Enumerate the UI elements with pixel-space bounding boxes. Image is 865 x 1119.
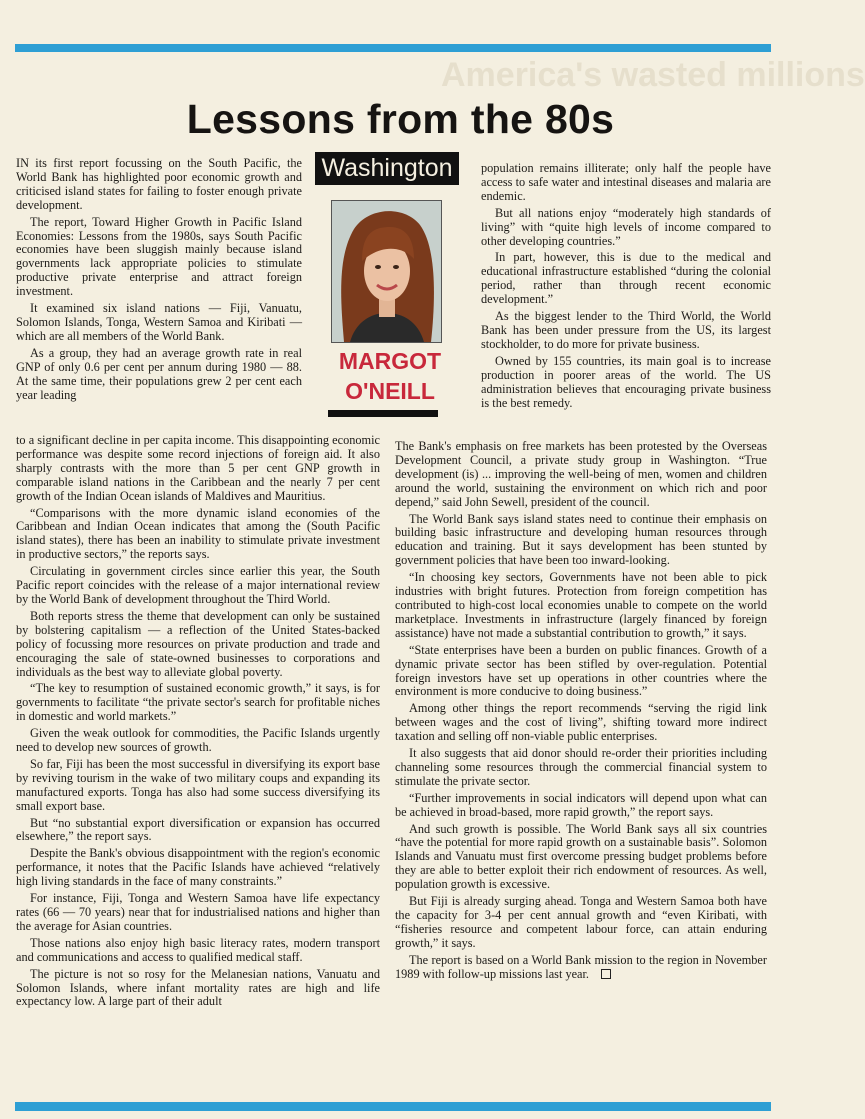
paragraph: The report, Toward Higher Growth in Pacific Island Economies: Lessons from the 1980s, says South Pacific economies have been sluggish mainly because island governments lack appropriate policies to stimulate productive private enterprise and attract foreign investment. xyxy=(16,214,302,299)
paragraph: And such growth is possible. The World Bank says all six countries “have the potential for more rapid growth on a sustainable basis”. Solomon Islands and Vanuatu must first overcome pressing budget problems before they are able to better exploit their rich endowment of resources. As well, population growth is excessive. xyxy=(395,821,767,892)
paragraph: It examined six island nations — Fiji, Vanuatu, Solomon Islands, Tonga, Western Samoa and Kiribati — which are all members of the World Bank. xyxy=(16,301,302,343)
author-portrait-icon xyxy=(332,201,441,342)
paragraph: So far, Fiji has been the most successful in diversifying its export base by reviving tourism in the wake of two military coups and expanding its manufactured exports. Tonga has also had some success diversifying its small export base. xyxy=(16,756,380,813)
paragraph: But “no substantial export diversification or expansion has occurred elsewhere,” the report says. xyxy=(16,815,380,844)
top-rule xyxy=(15,44,771,52)
paragraph: “Further improvements in social indicators will depend upon what can be achieved in broad-based, more rapid growth,” the report says. xyxy=(395,790,767,819)
paragraph: Owned by 155 countries, its main goal is to increase production in poorer areas of the world. The US administration believes that encouraging private business is the best remedy. xyxy=(481,353,771,410)
author-photo xyxy=(331,200,442,343)
paragraph: to a significant decline in per capita income. This disappointing economic performance was despite some record injections of foreign aid. It also sharply contrasts with the more than 5 per cent GNP growth in comparable island nations in the Caribbean and the nearly 7 per cent growth of the Indian Ocean islands of Maldives and Mauritius. xyxy=(16,433,380,503)
paragraph: “In choosing key sectors, Governments have not been able to pick industries with bright futures. Protection from foreign competition has contributed to high-cost local economies unable to compete on the world marketplace. Investments in infrastructure (largely financed by foreign assistance) have not made a substantial contribution to growth,” it says. xyxy=(395,570,767,640)
column-right-wide xyxy=(395,440,767,982)
paragraph: Despite the Bank's obvious disappointment with the region's economic performance, it notes that the Pacific Islands have achieved “relatively high living standards in the face of many constraints.” xyxy=(16,846,380,889)
bottom-rule xyxy=(15,1102,771,1111)
paragraph: The World Bank says island states need to continue their emphasis on building basic infrastructure and developing human resources through education and training. But it says development has been stunted by government policies that have been too inward-looking. xyxy=(395,511,767,568)
paragraph: “The key to resumption of sustained economic growth,” it says, is for governments to facilitate “the private sector's search for profitable niches in domestic and world markets.” xyxy=(16,681,380,724)
paragraph: Given the weak outlook for commodities, the Pacific Islands urgently need to develop new sources of growth. xyxy=(16,726,380,755)
byline-rule xyxy=(328,410,438,417)
paragraph: But Fiji is already surging ahead. Tonga and Western Samoa both have the capacity for 3-4 per cent annual growth and “even Kiribati, with “fisheries resource and competent labour force, can attain enduring growth,” it says. xyxy=(395,894,767,950)
column-left-wide xyxy=(16,434,380,1009)
paragraph: Those nations also enjoy high basic literacy rates, modern transport and communications and access to qualified medical staff. xyxy=(16,935,380,964)
paragraph: It also suggests that aid donor should re-order their priorities including channeling some resources through the commercial financial system to stimulate the private sector. xyxy=(395,746,767,788)
paragraph: Among other things the report recommends “serving the rigid link between wages and the cost of living”, shifting toward more indirect taxation and selling off non-viable public enterprises. xyxy=(395,701,767,744)
end-mark-icon xyxy=(601,969,611,979)
byline xyxy=(318,346,462,406)
column-left-narrow xyxy=(16,157,302,402)
paragraph: “Comparisons with the more dynamic island economies of the Caribbean and Indian Ocean indicates that among the (South Pacific island states), there has been an inability to stimulate private investment in productive sectors,” the reports says. xyxy=(16,505,380,562)
paragraph: As a group, they had an average growth rate in real GNP of only 0.6 per cent per annum during 1980 — 88. At the same time, their populations grew 2 per cent each year leading xyxy=(16,345,302,402)
paragraph: IN its first report focussing on the South Pacific, the World Bank has highlighted poor economic growth and criticised island states for failing to foster enough private development. xyxy=(16,156,302,212)
paragraph: population remains illiterate; only half the people have access to safe water and intestinal diseases and malaria are endemic. xyxy=(481,161,771,203)
faded-headline: America's wasted millions xyxy=(441,56,865,94)
paragraph: Both reports stress the theme that development can only be sustained by bolstering capitalism — a reflection of the United States-backed policy of focussing more resources on private production and trade and encouraging the sale of state-owned businesses to corporations and individuals as the best way to alleviate global poverty. xyxy=(16,608,380,679)
paragraph: In part, however, this is due to the medical and educational infrastructure established “during the colonial period, rather than through recent economic development.” xyxy=(481,250,771,307)
column-right-narrow xyxy=(481,162,771,410)
paragraph: Circulating in government circles since earlier this year, the South Pacific report coincides with the release of a major international review by the World Bank of development throughout the Third World. xyxy=(16,564,380,606)
dateline: Washington xyxy=(315,152,459,185)
byline-first-name: MARGOT xyxy=(338,348,442,374)
byline-last-name: O'NEILL xyxy=(345,378,435,404)
paragraph: The Bank's emphasis on free markets has been protested by the Overseas Development Council, a private study group in Washington. “True development (is) ... improving the well-being of men, women and children around the world, sustaining the environment on which rich and poor depend,” said John Sewell, president of the council. xyxy=(395,439,767,509)
paragraph: “State enterprises have been a burden on public finances. Growth of a dynamic private sector has been stifled by over-regulation. Potential foreign investors have set up operations in other countries where the environment is more conducive to doing business.” xyxy=(395,642,767,699)
paragraph xyxy=(395,954,767,982)
paragraph: As the biggest lender to the Third World, the World Bank has been under pressure from the US, its largest stockholder, to do more for private business. xyxy=(481,309,771,351)
page-title: Lessons from the 80s xyxy=(186,96,615,142)
paragraph: But all nations enjoy “moderately high standards of living” with “quite high levels of income compared to other developing countries.” xyxy=(481,205,771,248)
final-sentence: The report is based on a World Bank mission to the region in November 1989 with follow-up missions last year. xyxy=(395,952,767,981)
paragraph: For instance, Fiji, Tonga and Western Samoa have life expectancy rates (66 — 70 years) near that for industrialised nations and higher than the average for Asian countries. xyxy=(16,891,380,933)
paragraph: The picture is not so rosy for the Melanesian nations, Vanuatu and Solomon Islands, where infant mortality rates are high and life expectancy low. A large part of their adult xyxy=(16,966,380,1009)
